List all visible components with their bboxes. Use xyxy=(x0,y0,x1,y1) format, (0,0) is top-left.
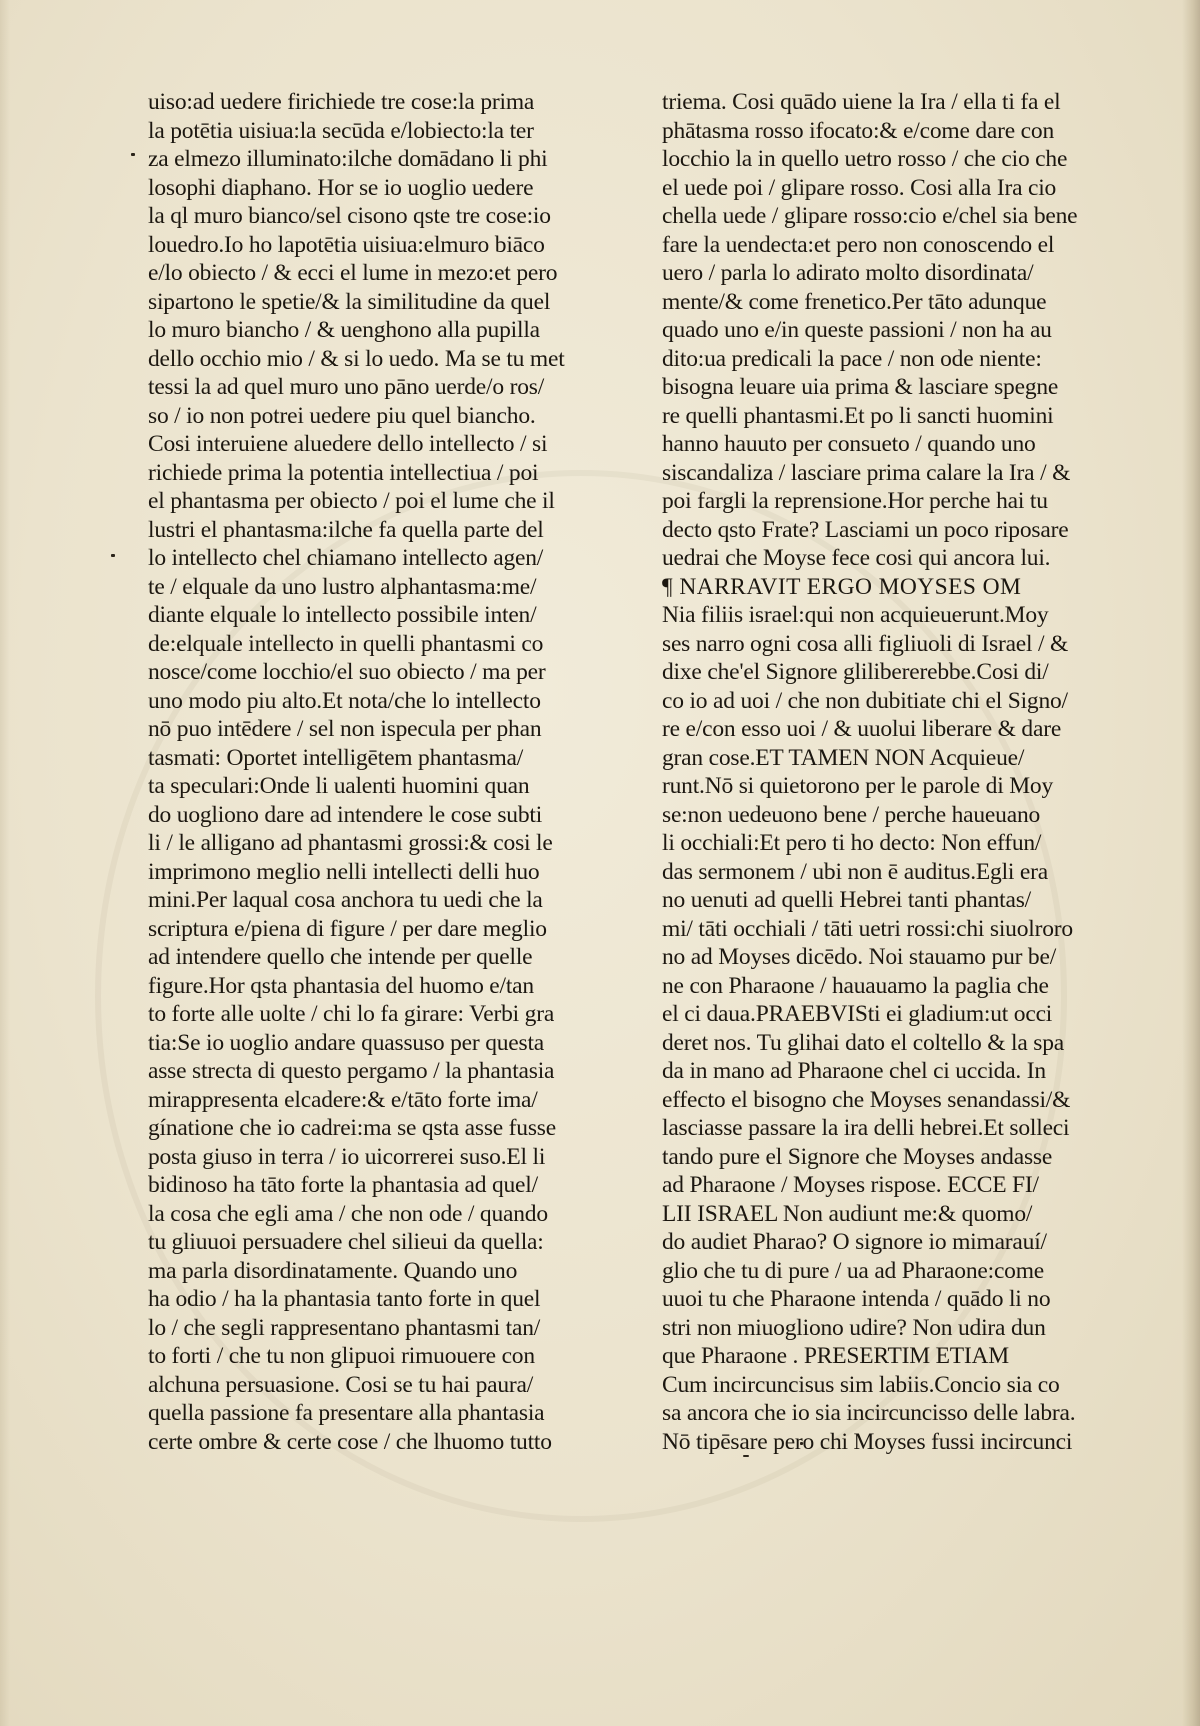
text-line: asse strecta di questo pergamo / la phantasia xyxy=(148,1058,555,1084)
text-line: tia:Se io uoglio andare quassuso per questa xyxy=(148,1029,545,1056)
text-line: el uede poi / glipare rosso. Cosi alla Ira cio xyxy=(662,174,1057,201)
text-line: fare la uendecta:et pero non conoscendo el xyxy=(662,231,1055,258)
text-line: dito:ua predicali la pace / non ode niente: xyxy=(662,345,1042,372)
text-line: glio che tu di pure / ua ad Pharaone:come xyxy=(662,1257,1045,1284)
text-line: tasmati: Oportet intelligētem phantasma/ xyxy=(148,744,524,771)
text-line: nō puo intēdere / sel non ispecula per phan xyxy=(148,716,542,742)
text-line: el phantasma per obiecto / poi el lume che il xyxy=(148,488,555,514)
right-text-column xyxy=(662,88,1132,1456)
text-line: za elmezo illuminato:ilche domādano li phi xyxy=(148,146,548,172)
text-line: losophi diaphano. Hor se io uoglio uedere xyxy=(148,174,534,201)
text-line: dello occhio mio / & si lo uedo. Ma se tu met xyxy=(148,345,565,372)
text-line: triema. Cosi quādo uiene la Ira / ella ti fa el xyxy=(662,89,1061,115)
text-line: certe ombre & certe cose / che lhuomo tutto xyxy=(148,1428,552,1455)
text-line: deret nos. Tu glihai dato el coltello & la spa xyxy=(662,1029,1064,1056)
text-line: la potētia uisiua:la secūda e/lobiecto:la ter xyxy=(148,117,534,144)
text-line: das sermonem / ubi non ē auditus.Egli era xyxy=(662,858,1048,885)
text-line: louedro.Io ho lapotētia uisiua:elmuro biāco xyxy=(148,231,545,258)
text-line: phātasma rosso ifocato:& e/come dare con xyxy=(662,117,1055,144)
text-line: ne con Pharaone / hauauamo la paglia che xyxy=(662,972,1049,999)
text-line: uero / parla lo adirato molto disordinata/ xyxy=(662,260,1034,286)
text-line: la ql muro bianco/sel cisono qste tre cose:io xyxy=(148,203,551,229)
text-line: nosce/come locchio/el suo obiecto / ma per xyxy=(148,659,546,685)
ink-speck xyxy=(131,153,135,156)
text-line: ad Pharaone / Moyses rispose. ECCE FI/ xyxy=(662,1172,1039,1198)
text-line: stri non miuogliono udire? Non udira dun xyxy=(662,1314,1046,1341)
text-line: alchuna persuasione. Cosi se tu hai paura/ xyxy=(148,1371,534,1398)
text-line: mente/& come frenetico.Per tāto adunque xyxy=(662,288,1047,315)
text-line: el ci daua.PRAEBVISti ei gladium:ut occi xyxy=(662,1001,1053,1027)
text-line: no uenuti ad quelli Hebrei tanti phantas/ xyxy=(662,887,1032,913)
text-line: ad intendere quello che intende per quelle xyxy=(148,944,533,970)
text-line: lo intellecto chel chiamano intellecto agen/ xyxy=(148,545,544,571)
text-line: Nō tipēsare pero chi Moyses fussi incircunci xyxy=(662,1428,1073,1455)
text-line: lo muro biancho / & uenghono alla pupilla xyxy=(148,317,540,343)
text-line: poi fargli la reprensione.Hor perche hai tu xyxy=(662,488,1048,514)
text-line: diante elquale lo intellecto possibile inten/ xyxy=(148,602,537,628)
text-line: decto qsto Frate? Lasciami un poco riposare xyxy=(662,516,1069,543)
text-line: sipartono le spetie/& la similitudine da quel xyxy=(148,288,551,315)
text-line: posta giuso in terra / io uicorrerei suso.El li xyxy=(148,1143,546,1170)
text-line: tessi la ad quel muro uno pāno uerde/o ros/ xyxy=(148,374,545,400)
text-line: figure.Hor qsta phantasia del huomo e/tan xyxy=(148,972,534,999)
text-line: re quelli phantasmi.Et po li sancti huomini xyxy=(662,402,1054,429)
text-line: quado uno e/in queste passioni / non ha au xyxy=(662,317,1052,343)
text-line: bidinoso ha tāto forte la phantasia ad quel/ xyxy=(148,1172,538,1198)
text-line: la cosa che egli ama / che non ode / quando xyxy=(148,1200,548,1227)
text-line: tando pure el Signore che Moyses andasse xyxy=(662,1143,1053,1170)
text-line: mirappresenta elcadere:& e/tāto forte ima/ xyxy=(148,1086,538,1113)
text-line: lo / che segli rappresentano phantasmi tan/ xyxy=(148,1314,541,1341)
text-line: siscandaliza / lasciare prima calare la Ira / & xyxy=(662,459,1071,486)
text-line: Cum incircuncisus sim labiis.Concio sia co xyxy=(662,1371,1060,1398)
text-line: lasciasse passare la ira delli hebrei.Et solleci xyxy=(662,1115,1070,1141)
text-line: gínatione che io cadrei:ma se qsta asse fusse xyxy=(148,1115,556,1141)
text-line: to forti / che tu non glipuoi rimuouere con xyxy=(148,1343,535,1369)
text-line: re e/con esso uoi / & uuolui liberare & dare xyxy=(662,716,1062,742)
text-line: co io ad uoi / che non dubitiate chi el Signo/ xyxy=(662,687,1068,714)
text-line: quella passione fa presentare alla phantasia xyxy=(148,1400,545,1426)
text-line: Cosi interuiene aluedere dello intellecto / si xyxy=(148,431,548,457)
text-line: de:elquale intellecto in quelli phantasmi co xyxy=(148,630,544,657)
text-line: richiede prima la potentia intellectiua / poi xyxy=(148,459,539,486)
ink-speck xyxy=(111,554,115,557)
text-line: te / elquale da uno lustro alphantasma:me/ xyxy=(148,573,537,600)
page-edge-shadow xyxy=(1182,0,1200,1726)
text-line: da in mano ad Pharaone chel ci uccida. In xyxy=(662,1058,1046,1084)
text-line: to forte alle uolte / chi lo fa girare: Verbi gra xyxy=(148,1001,555,1027)
text-line: LII ISRAEL Non audiunt me:& quomo/ xyxy=(662,1200,1033,1227)
text-line: ses narro ogni cosa alli figliuoli di Israel / & xyxy=(662,630,1069,657)
text-line: que Pharaone . PRESERTIM ETIAM xyxy=(662,1343,1010,1369)
text-line: locchio la in quello uetro rosso / che cio che xyxy=(662,146,1068,172)
text-line: se:non uedeuono bene / perche haueuano xyxy=(662,801,1041,828)
text-line: effecto el bisogno che Moyses senandassi/& xyxy=(662,1086,1071,1113)
page-gutter-shadow xyxy=(0,0,10,1726)
text-line: ¶ NARRAVIT ERGO MOYSES OM xyxy=(662,573,1022,600)
text-line: uiso:ad uedere firichiede tre cose:la prima xyxy=(148,89,535,115)
left-text-column xyxy=(148,88,618,1456)
text-line: ha odio / ha la phantasia tanto forte in quel xyxy=(148,1286,541,1312)
text-line: imprimono meglio nelli intellecti delli huo xyxy=(148,858,540,885)
text-line: dixe che'el Signore glilibererebbe.Cosi di/ xyxy=(662,659,1049,685)
text-line: li / le alligano ad phantasmi grossi:& cosi le xyxy=(148,830,553,856)
text-line: mi/ tāti occhiali / tāti uetri rossi:chi siuolroro xyxy=(662,915,1073,942)
text-line: hanno hauuto per consueto / quando uno xyxy=(662,431,1036,457)
text-line: do audiet Pharao? O signore io mimarauí/ xyxy=(662,1229,1047,1255)
text-line: runt.Nō si quietorono per le parole di Moy xyxy=(662,773,1054,799)
text-line: uuoi tu che Pharaone intenda / quādo li no xyxy=(662,1286,1051,1312)
text-line: bisogna leuare uia prima & lasciare spegne xyxy=(662,374,1059,400)
text-line: li occhiali:Et pero ti ho decto: Non effun/ xyxy=(662,830,1042,856)
text-line: ma parla disordinatamente. Quando uno xyxy=(148,1257,518,1284)
text-line: uedrai che Moyse fece cosi qui ancora lui. xyxy=(662,545,1051,571)
text-line: sa ancora che io sia incircuncisso delle labra. xyxy=(662,1400,1076,1426)
text-line: do uogliono dare ad intendere le cose subti xyxy=(148,801,543,828)
text-line: tu gliuuoi persuadere chel silieui da quella: xyxy=(148,1229,544,1255)
text-line: e/lo obiecto / & ecci el lume in mezo:et pero xyxy=(148,260,558,286)
text-line: Nia filiis israel:qui non acquieuerunt.Moy xyxy=(662,602,1049,628)
text-line: chella uede / glipare rosso:cio e/chel sia bene xyxy=(662,203,1078,229)
text-line: mini.Per laqual cosa anchora tu uedi che la xyxy=(148,887,543,913)
text-line: so / io non potrei uedere piu quel biancho. xyxy=(148,402,536,429)
text-line: ta speculari:Onde li ualenti huomini quan xyxy=(148,773,530,799)
text-line: no ad Moyses dicēdo. Noi stauamo pur be/ xyxy=(662,944,1057,970)
text-line: gran cose.ET TAMEN NON Acquieue/ xyxy=(662,744,1025,771)
text-line: scriptura e/piena di figure / per dare meglio xyxy=(148,915,547,942)
text-line: uno modo piu alto.Et nota/che lo intellecto xyxy=(148,687,541,714)
text-line: lustri el phantasma:ilche fa quella parte del xyxy=(148,516,544,543)
